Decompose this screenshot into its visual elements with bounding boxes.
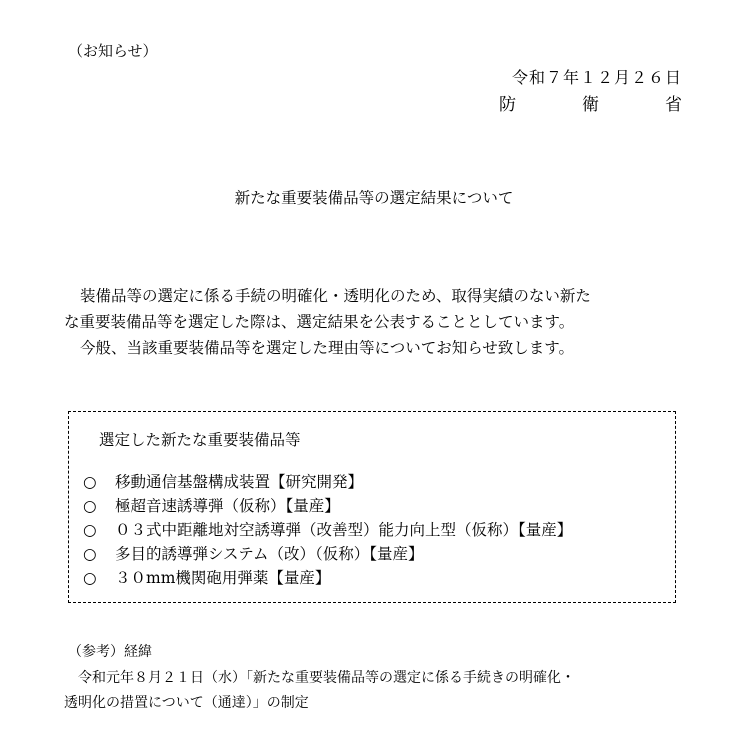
list-item-text: ０３式中距離地対空誘導弾（改善型）能力向上型（仮称）【量産】 [115, 521, 573, 539]
reference-line: 透明化の措置について（通達）」の制定 [64, 695, 309, 711]
list-item-text: ３０mm機関砲用弾薬【量産】 [115, 569, 331, 587]
ministry-char-3: 省 [665, 95, 682, 115]
circle-bullet-icon: ○ [83, 473, 97, 491]
list-item-text: 極超音速誘導弾（仮称）【量産】 [115, 497, 340, 515]
body-paragraph [64, 283, 704, 361]
selection-heading: 選定した新たな重要装備品等 [99, 431, 301, 449]
reference-heading: （参考）経緯 [68, 644, 152, 660]
document-title: 新たな重要装備品等の選定結果について [234, 189, 514, 207]
selection-box [68, 411, 676, 603]
circle-bullet-icon: ○ [83, 569, 97, 587]
list-item-text: 多目的誘導弾システム（改）（仮称）【量産】 [115, 545, 424, 563]
reference-line: 令和元年８月２１日（水）「新たな重要装備品等の選定に係る手続きの明確化・ [78, 670, 575, 686]
selection-list [83, 470, 572, 590]
circle-bullet-icon: ○ [83, 545, 97, 563]
ministry-char-2: 衛 [582, 95, 599, 115]
list-item [83, 518, 572, 542]
list-item [83, 566, 572, 590]
notice-label: （お知らせ） [68, 42, 158, 60]
list-item [83, 470, 572, 494]
body-line: 今般、当該重要装備品等を選定した理由等についてお知らせ致します。 [80, 339, 574, 357]
list-item [83, 542, 572, 566]
reference-text [64, 666, 684, 716]
issue-date: 令和７年１２月２６日 [511, 68, 682, 87]
circle-bullet-icon: ○ [83, 497, 97, 515]
circle-bullet-icon: ○ [83, 521, 97, 539]
ministry-char-1: 防 [499, 95, 516, 115]
body-line: な重要装備品等を選定した際は、選定結果を公表することとしています。 [64, 313, 575, 331]
list-item-text: 移動通信基盤構成装置【研究開発】 [115, 473, 364, 491]
ministry-name [499, 90, 682, 115]
body-line: 装備品等の選定に係る手続の明確化・透明化のため、取得実績のない新た [80, 287, 591, 305]
list-item [83, 494, 572, 518]
